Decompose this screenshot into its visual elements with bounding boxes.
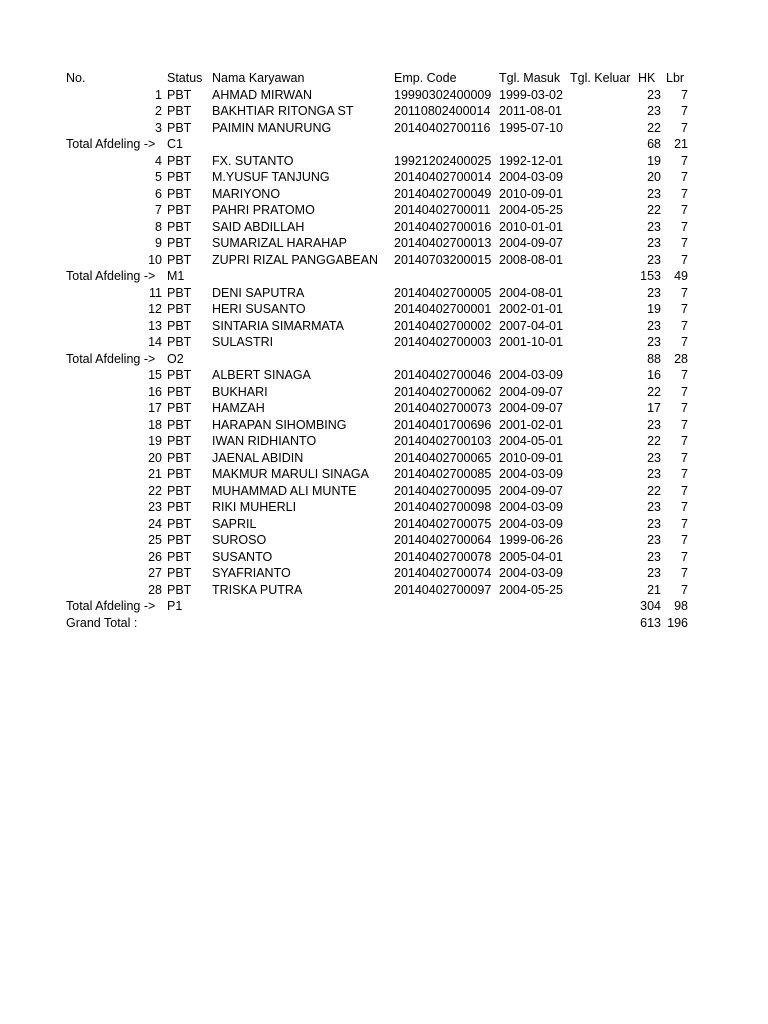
row-number: 23 — [148, 500, 162, 514]
header-tgl-masuk: Tgl. Masuk — [499, 71, 561, 85]
row-tgl-masuk: 2004-09-07 — [499, 236, 563, 250]
table-row — [0, 301, 768, 318]
row-number: 16 — [148, 384, 162, 399]
row-hk: 23 — [647, 417, 661, 432]
row-status: PBT — [167, 87, 192, 102]
row-status: PBT — [167, 318, 192, 333]
row-emp-code: 20140402700116 — [394, 120, 491, 135]
row-tgl-masuk: 2004-03-09 — [499, 170, 563, 184]
row-tgl-masuk: 2010-09-01 — [499, 186, 563, 201]
row-status: PBT — [167, 417, 192, 432]
table-row — [0, 532, 768, 549]
afdeling-total-hk: 88 — [647, 351, 661, 366]
row-hk: 23 — [647, 236, 661, 250]
table-body — [0, 87, 768, 615]
row-lbr: 7 — [681, 87, 688, 102]
row-tgl-masuk: 2004-03-09 — [499, 516, 563, 531]
row-emp-code: 20140402700062 — [394, 384, 492, 399]
row-number: 26 — [148, 549, 162, 564]
row-number: 28 — [148, 582, 162, 597]
afdeling-total-label: Total Afdeling -> — [66, 599, 156, 613]
row-status: PBT — [167, 186, 192, 201]
row-hk: 23 — [647, 549, 661, 564]
afdeling-code: P1 — [167, 599, 183, 613]
grand-total-hk: 613 — [640, 615, 661, 630]
row-tgl-masuk: 2001-02-01 — [499, 417, 563, 432]
afdeling-total-lbr: 98 — [674, 599, 688, 613]
row-number: 6 — [155, 186, 162, 201]
afdeling-total-hk: 153 — [640, 269, 661, 283]
header-emp-code: Emp. Code — [394, 71, 457, 85]
row-status: PBT — [167, 302, 192, 316]
row-employee-name: SUSANTO — [212, 549, 273, 564]
row-lbr: 7 — [681, 104, 688, 118]
row-tgl-masuk: 2004-05-25 — [499, 203, 563, 217]
row-lbr: 7 — [681, 219, 688, 234]
row-number: 3 — [155, 120, 162, 135]
row-hk: 23 — [647, 467, 661, 481]
row-employee-name: SYAFRIANTO — [212, 566, 291, 580]
row-number: 13 — [148, 318, 162, 333]
row-number: 22 — [148, 483, 162, 498]
row-status: PBT — [167, 483, 192, 498]
row-employee-name: FX. SUTANTO — [212, 153, 294, 168]
row-number: 5 — [155, 170, 162, 184]
row-lbr: 7 — [681, 401, 688, 415]
row-tgl-masuk: 2004-03-09 — [499, 566, 563, 580]
row-employee-name: HARAPAN SIHOMBING — [212, 417, 347, 432]
afdeling-total-label: Total Afdeling -> — [66, 351, 156, 366]
row-status: PBT — [167, 252, 192, 267]
row-emp-code: 20140402700016 — [394, 219, 492, 234]
row-emp-code: 20140402700074 — [394, 566, 492, 580]
table-row — [0, 219, 768, 236]
header-no: No. — [66, 71, 86, 85]
afdeling-total-lbr: 21 — [674, 137, 688, 151]
row-employee-name: MAKMUR MARULI SINAGA — [212, 467, 369, 481]
row-lbr: 7 — [681, 582, 688, 597]
table-row — [0, 235, 768, 252]
afdeling-total-label: Total Afdeling -> — [66, 269, 156, 283]
row-lbr: 7 — [681, 170, 688, 184]
table-row — [0, 400, 768, 417]
row-number: 21 — [148, 467, 162, 481]
row-tgl-masuk: 2004-09-07 — [499, 483, 563, 498]
afdeling-total-hk: 68 — [647, 137, 661, 151]
table-row — [0, 202, 768, 219]
row-lbr: 7 — [681, 549, 688, 564]
row-hk: 22 — [647, 203, 661, 217]
row-lbr: 7 — [681, 302, 688, 316]
table-row — [0, 367, 768, 384]
header-hk: HK — [638, 71, 656, 85]
afdeling-total-row — [0, 351, 768, 368]
row-employee-name: MARIYONO — [212, 186, 281, 201]
row-status: PBT — [167, 434, 192, 448]
afdeling-code: C1 — [167, 137, 183, 151]
row-emp-code: 20140402700097 — [394, 582, 492, 597]
row-status: PBT — [167, 236, 192, 250]
row-hk: 20 — [647, 170, 661, 184]
row-hk: 23 — [647, 285, 661, 300]
row-tgl-masuk: 2007-04-01 — [499, 318, 563, 333]
row-hk: 23 — [647, 450, 661, 465]
employee-report-table — [0, 70, 768, 631]
row-emp-code: 20140401700696 — [394, 417, 492, 432]
row-lbr: 7 — [681, 417, 688, 432]
row-employee-name: ZUPRI RIZAL PANGGABEAN — [212, 252, 379, 267]
row-status: PBT — [167, 153, 192, 168]
row-hk: 23 — [647, 104, 661, 118]
row-status: PBT — [167, 582, 192, 597]
row-status: PBT — [167, 120, 192, 135]
table-row — [0, 549, 768, 566]
row-status: PBT — [167, 549, 192, 564]
row-tgl-masuk: 2001-10-01 — [499, 335, 563, 349]
row-lbr: 7 — [681, 516, 688, 531]
row-hk: 23 — [647, 533, 661, 547]
grand-total-label: Grand Total : — [66, 615, 138, 630]
row-tgl-masuk: 2011-08-01 — [499, 104, 563, 118]
row-tgl-masuk: 2002-01-01 — [499, 302, 563, 316]
row-emp-code: 20140402700002 — [394, 318, 492, 333]
table-row — [0, 466, 768, 483]
row-lbr: 7 — [681, 285, 688, 300]
row-emp-code: 20110802400014 — [394, 104, 491, 118]
row-status: PBT — [167, 566, 192, 580]
row-emp-code: 20140402700011 — [394, 203, 491, 217]
row-employee-name: M.YUSUF TANJUNG — [212, 170, 330, 184]
row-employee-name: DENI SAPUTRA — [212, 285, 305, 300]
row-employee-name: TRISKA PUTRA — [212, 582, 303, 597]
header-tgl-keluar: Tgl. Keluar — [570, 71, 631, 85]
row-employee-name: SULASTRI — [212, 335, 274, 349]
row-employee-name: RIKI MUHERLI — [212, 500, 297, 514]
row-emp-code: 20140402700095 — [394, 483, 492, 498]
table-row — [0, 450, 768, 467]
row-status: PBT — [167, 285, 192, 300]
row-hk: 23 — [647, 87, 661, 102]
row-tgl-masuk: 2004-03-09 — [499, 500, 563, 514]
row-status: PBT — [167, 384, 192, 399]
row-number: 11 — [149, 285, 162, 300]
row-status: PBT — [167, 335, 192, 349]
afdeling-total-row — [0, 268, 768, 285]
row-lbr: 7 — [681, 450, 688, 465]
row-emp-code: 20140402700013 — [394, 236, 492, 250]
row-emp-code: 20140402700005 — [394, 285, 492, 300]
row-emp-code: 20140402700003 — [394, 335, 492, 349]
row-status: PBT — [167, 533, 192, 547]
row-lbr: 7 — [681, 186, 688, 201]
afdeling-total-row — [0, 136, 768, 153]
row-hk: 22 — [647, 483, 661, 498]
row-number: 14 — [148, 335, 162, 349]
row-status: PBT — [167, 170, 192, 184]
row-status: PBT — [167, 401, 192, 415]
row-lbr: 7 — [681, 252, 688, 267]
row-number: 9 — [155, 236, 162, 250]
header-name: Nama Karyawan — [212, 71, 305, 85]
row-emp-code: 20140402700085 — [394, 467, 492, 481]
table-row — [0, 483, 768, 500]
table-row — [0, 582, 768, 599]
row-employee-name: SUROSO — [212, 533, 267, 547]
row-number: 10 — [148, 252, 162, 267]
row-employee-name: PAIMIN MANURUNG — [212, 120, 332, 135]
row-number: 2 — [155, 104, 162, 118]
table-row — [0, 169, 768, 186]
row-lbr: 7 — [681, 434, 688, 448]
header-lbr: Lbr — [666, 71, 685, 85]
table-row — [0, 186, 768, 203]
row-tgl-masuk: 2010-09-01 — [499, 450, 563, 465]
row-employee-name: BAKHTIAR RITONGA ST — [212, 104, 354, 118]
row-hk: 23 — [647, 566, 661, 580]
row-tgl-masuk: 1992-12-01 — [499, 153, 563, 168]
row-employee-name: MUHAMMAD ALI MUNTE — [212, 483, 357, 498]
row-emp-code: 20140402700073 — [394, 401, 492, 415]
grand-total-lbr: 196 — [667, 615, 688, 630]
row-hk: 16 — [647, 368, 661, 382]
row-tgl-masuk: 1999-03-02 — [499, 87, 563, 102]
row-tgl-masuk: 2008-08-01 — [499, 252, 563, 267]
row-hk: 23 — [647, 500, 661, 514]
row-status: PBT — [167, 450, 192, 465]
row-number: 8 — [155, 219, 162, 234]
row-hk: 23 — [647, 318, 661, 333]
row-lbr: 7 — [681, 384, 688, 399]
row-lbr: 7 — [681, 500, 688, 514]
row-status: PBT — [167, 203, 192, 217]
table-row — [0, 318, 768, 335]
row-number: 17 — [148, 401, 162, 415]
row-number: 27 — [148, 566, 162, 580]
row-lbr: 7 — [681, 335, 688, 349]
table-row — [0, 87, 768, 104]
row-employee-name: AHMAD MIRWAN — [212, 87, 312, 102]
row-number: 1 — [155, 87, 162, 102]
afdeling-code: M1 — [167, 269, 185, 283]
row-lbr: 7 — [681, 236, 688, 250]
row-hk: 17 — [647, 401, 661, 415]
row-hk: 23 — [647, 219, 661, 234]
table-row — [0, 285, 768, 302]
table-row — [0, 153, 768, 170]
table-row — [0, 565, 768, 582]
row-number: 25 — [148, 533, 162, 547]
row-tgl-masuk: 2004-09-07 — [499, 401, 563, 415]
afdeling-total-lbr: 28 — [674, 351, 688, 366]
row-employee-name: HAMZAH — [212, 401, 265, 415]
row-hk: 22 — [647, 384, 661, 399]
table-row — [0, 103, 768, 120]
row-employee-name: SINTARIA SIMARMATA — [212, 318, 344, 333]
row-employee-name: HERI SUSANTO — [212, 302, 306, 316]
row-lbr: 7 — [681, 203, 688, 217]
row-number: 15 — [148, 368, 162, 382]
row-hk: 19 — [647, 153, 661, 168]
header-status: Status — [167, 71, 203, 85]
afdeling-code: O2 — [167, 351, 184, 366]
row-employee-name: PAHRI PRATOMO — [212, 203, 315, 217]
table-row — [0, 433, 768, 450]
row-emp-code: 20140402700078 — [394, 549, 492, 564]
row-hk: 23 — [647, 335, 661, 349]
row-lbr: 7 — [681, 533, 688, 547]
row-tgl-masuk: 2004-05-25 — [499, 582, 563, 597]
row-hk: 22 — [647, 120, 661, 135]
row-emp-code: 20140402700014 — [394, 170, 492, 184]
header-row — [0, 70, 768, 87]
row-tgl-masuk: 2004-03-09 — [499, 467, 563, 481]
row-hk: 23 — [647, 186, 661, 201]
row-number: 20 — [148, 450, 162, 465]
row-lbr: 7 — [681, 318, 688, 333]
row-lbr: 7 — [681, 153, 688, 168]
afdeling-total-row — [0, 598, 768, 615]
row-hk: 23 — [647, 252, 661, 267]
row-number: 12 — [148, 302, 162, 316]
row-tgl-masuk: 2005-04-01 — [499, 549, 563, 564]
row-status: PBT — [167, 467, 192, 481]
row-lbr: 7 — [681, 483, 688, 498]
row-number: 4 — [155, 153, 162, 168]
row-emp-code: 20140703200015 — [394, 252, 492, 267]
table-row — [0, 384, 768, 401]
row-emp-code: 20140402700001 — [394, 302, 492, 316]
row-number: 19 — [148, 434, 162, 448]
row-hk: 22 — [647, 434, 661, 448]
table-row — [0, 417, 768, 434]
row-status: PBT — [167, 516, 192, 531]
row-emp-code: 20140402700064 — [394, 533, 492, 547]
row-emp-code: 20140402700049 — [394, 186, 492, 201]
row-employee-name: JAENAL ABIDIN — [212, 450, 304, 465]
row-hk: 21 — [647, 582, 661, 597]
row-tgl-masuk: 2004-05-01 — [499, 434, 563, 448]
table-row — [0, 120, 768, 137]
row-emp-code: 20140402700065 — [394, 450, 492, 465]
row-hk: 19 — [647, 302, 661, 316]
row-lbr: 7 — [681, 120, 688, 135]
table-row — [0, 499, 768, 516]
row-employee-name: SAID ABDILLAH — [212, 219, 305, 234]
row-employee-name: SUMARIZAL HARAHAP — [212, 236, 347, 250]
row-tgl-masuk: 1995-07-10 — [499, 120, 563, 135]
row-lbr: 7 — [681, 467, 688, 481]
afdeling-total-lbr: 49 — [674, 269, 688, 283]
row-emp-code: 20140402700075 — [394, 516, 492, 531]
row-emp-code: 20140402700103 — [394, 434, 492, 448]
row-tgl-masuk: 1999-06-26 — [499, 533, 563, 547]
row-employee-name: IWAN RIDHIANTO — [212, 434, 317, 448]
row-status: PBT — [167, 104, 192, 118]
row-hk: 23 — [647, 516, 661, 531]
row-tgl-masuk: 2004-03-09 — [499, 368, 563, 382]
table-row — [0, 334, 768, 351]
afdeling-total-hk: 304 — [640, 599, 661, 613]
row-employee-name: SAPRIL — [212, 516, 257, 531]
row-tgl-masuk: 2010-01-01 — [499, 219, 563, 234]
row-status: PBT — [167, 219, 192, 234]
row-lbr: 7 — [681, 368, 688, 382]
row-emp-code: 19990302400009 — [394, 87, 492, 102]
row-lbr: 7 — [681, 566, 688, 580]
row-number: 7 — [155, 203, 162, 217]
grand-total-row — [0, 615, 768, 632]
row-tgl-masuk: 2004-09-07 — [499, 384, 563, 399]
row-employee-name: ALBERT SINAGA — [212, 368, 311, 382]
row-tgl-masuk: 2004-08-01 — [499, 285, 563, 300]
row-emp-code: 20140402700046 — [394, 368, 492, 382]
row-employee-name: BUKHARI — [212, 384, 268, 399]
row-emp-code: 20140402700098 — [394, 500, 492, 514]
row-number: 24 — [148, 516, 162, 531]
row-status: PBT — [167, 500, 192, 514]
table-row — [0, 516, 768, 533]
table-row — [0, 252, 768, 269]
row-status: PBT — [167, 368, 192, 382]
row-emp-code: 19921202400025 — [394, 153, 492, 168]
row-number: 18 — [148, 417, 162, 432]
afdeling-total-label: Total Afdeling -> — [66, 137, 156, 151]
